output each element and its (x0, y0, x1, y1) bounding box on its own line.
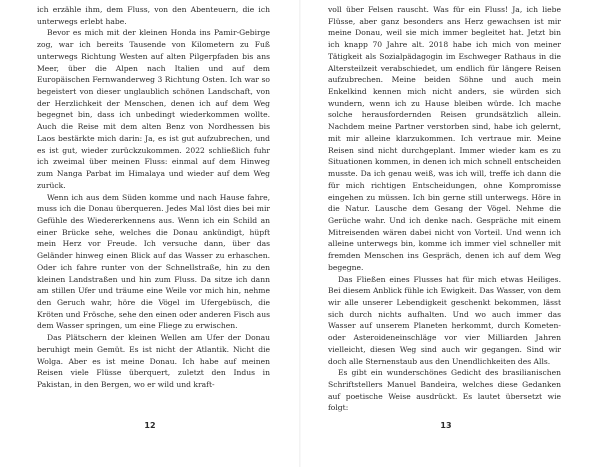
paragraph: voll über Felsen rauscht. Was für ein Fluss! Ja, ich liebe Flüsse, aber ganz besonders ans Herz gewachsen ist mir meine Donau, weil sie mich immer begleitet hat. Jetzt bin ich knapp 70 Jahre alt. 2018 habe ich mich von meiner Tätigkeit als Sozialpädagogin im Eschweger Rathaus in die Altersteilzeit verabschiedet, um endlich für längere Reisen aufzubrechen. Meine beiden Söhne und auch mein Enkelkind kennen mich nicht anders, sie würden sich wundern, wenn ich zu Hause bleiben würde. Ich mache solche herausfordernden Reisen grundsätzlich allein. Nachdem meine Partner verstorben sind, habe ich gelernt, mit mir alleine klarzukommen. Ich vertraue mir. Meine Reisen sind nicht durchgeplant. Immer wieder kam es zu Situationen kommen, in denen ich mich schnell entscheiden musste. Da ich genau weiß, was ich will, treffe ich dann die für mich richtigen Entscheidungen, ohne Kompromisse eingehen zu müssen. Ich bin gerne still unterwegs. Höre in die Natur. Lausche dem Gesang der Vögel. Nehme die Gerüche wahr. Und ich denke nach. Gespräche mit einem Mitreisenden wären dabei nicht von Vorteil. Und wenn ich alleine unterwegs bin, komme ich immer viel schneller mit fremden Menschen ins Gespräch, denen ich auf dem Weg begegne. (328, 5, 561, 272)
paragraph: Das Fließen eines Flusses hat für mich etwas Heiliges. Bei diesem Anblick fühle ich Ewigkeit. Das Wasser, von dem wir alle unserer Lebendigkeit geschenkt bekommen, lässt sich durch nichts aufhalten. Und wo auch immer das Wasser auf unserem Planeten herkommt, durch Kometen- oder Asteroideneinschläge vor vier Milliarden Jahren vielleicht, diesen Weg sind auch wir gegangen. Sind wir doch alle Sternenstaub aus den Unendlichkeiten des Alls. (328, 274, 561, 366)
paragraph: Das Plätschern der kleinen Wellen am Ufer der Donau beruhigt mein Gemüt. Es ist nicht der Atlantik. Nicht die Wolga. Aber es ist meine Donau. Ich habe auf meinen Reisen viele Flüsse überquert, zuletzt den Indus in Pakistan, in den Bergen, wo er wild und kraft- (37, 333, 270, 389)
paragraph: Wenn ich aus dem Süden komme und nach Hause fahre, muss ich die Donau überqueren. Jedes Mal löst dies bei mir Gefühle des Wiedererkennens aus. Wenn ich ein Schild an einer Brücke sehe, welches die Donau ankündigt, hüpft mein Herz vor Freude. Ich versuche dann, über das Geländer hinweg einen Blick auf das Wasser zu erhaschen. Oder ich fahre runter von der Schnellstraße, hin zu den kleinen Landstraßen und hin zum Fluss. Da sitze ich dann am stillen Ufer und träume eine Weile vor mich hin, nehme den Geruch wahr, höre die Vögel im Ufergebüsch, die Kröten und Frösche, sehe den einen oder anderen Fisch aus dem Wasser springen, um eine Fliege zu erwischen. (37, 192, 270, 331)
right-page (300, 0, 600, 467)
paragraph: Bevor es mich mit der kleinen Honda ins Pamir-Gebirge zog, war ich bereits Tausende von Kilometern zu Fuß unterwegs Richtung Westen auf alten Pilgerpfaden bis ans Meer, über die Alpen nach Italien und auf dem Europäischen Fernwanderweg 3 Richtung Osten. Ich war so begeistert von dieser unglaublich schönen Landschaft, von der Herzlichkeit der Menschen, denen ich auf dem Weg begegnet bin, dass ich unbedingt wiederkommen wollte. Auch die Reise mit dem alten Benz von Nordhessen bis Laos bestärkte mich darin: Ja, es ist gut aufzubrechen, und es ist gut, wieder zurückzukommen. 2022 schließlich fuhr ich zweimal über meinen Fluss: einmal auf dem Hinweg zum Nanga Parbat im Himalaya und wieder auf dem Weg zurück. (37, 28, 270, 190)
page-number: 12 (144, 421, 156, 430)
right-page-text (328, 4, 561, 414)
page-number: 13 (440, 421, 452, 430)
paragraph: Es gibt ein wunderschönes Gedicht des brasilianischen Schriftstellers Manuel Bandeira, welches diese Gedanken auf poetische Weise ausdrückt. Es lautet übersetzt wie folgt: (328, 368, 561, 413)
paragraph: ich erzähle ihm, dem Fluss, von den Abenteuern, die ich unterwegs erlebt habe. (37, 5, 270, 26)
left-page-text (37, 4, 270, 391)
